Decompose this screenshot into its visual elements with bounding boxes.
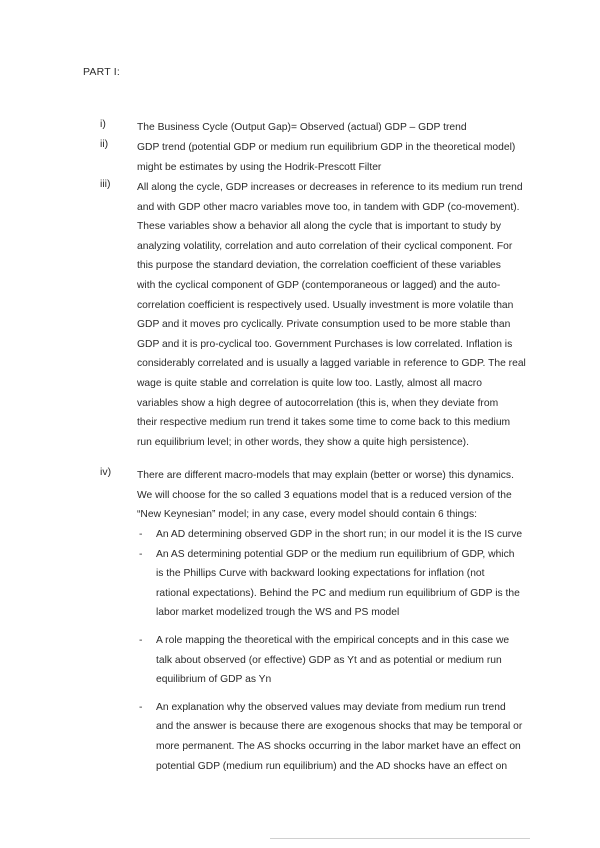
text-line: and the answer is because there are exogenous shocks that may be temporal or [156, 721, 523, 733]
text-line: We will choose for the so called 3 equations model that is a reduced version of the [137, 489, 512, 501]
text-line: more permanent. The AS shocks occurring in the labor market have an effect on [156, 740, 521, 752]
item-number: iii) [100, 178, 111, 190]
text-line: GDP and it is pro-cyclical too. Government Purchases is low correlated. Inflation is [137, 338, 513, 350]
text-line: These variables show a behavior all along the cycle that is important to study by [137, 221, 502, 233]
text-line: and with GDP other macro variables move too, in tandem with GDP (co-movement). [137, 201, 520, 213]
bullet-item [139, 525, 523, 545]
item-text [137, 178, 526, 452]
bullet-item [139, 545, 519, 623]
text-line: equilibrium of GDP as Yn [156, 674, 272, 686]
text-line: wage is quite stable and correlation is quite low too. Lastly, almost all macro [137, 377, 482, 389]
text-line: considerably correlated and is usually a lagged variable in reference to GDP. The real [137, 358, 526, 370]
text-line: An AD determining observed GDP in the short run; in our model it is the IS curve [156, 529, 523, 540]
text-line: An explanation why the observed values may deviate from medium run trend [156, 701, 506, 713]
text-line: “New Keynesian” model; in any case, every model should contain 6 things: [137, 509, 477, 521]
text-line: run equilibrium level; in other words, they show a quite high persistence). [137, 436, 469, 448]
text-line: rational expectations). Behind the PC and medium run equilibrium of GDP is the [156, 587, 520, 599]
text-line: An AS determining potential GDP or the medium run equilibrium of GDP, which [156, 548, 515, 560]
text-line: is the Phillips Curve with backward looking expectations for inflation (not [156, 568, 485, 580]
bullet-dash: - [139, 701, 143, 713]
bullet-dash: - [139, 548, 143, 560]
text-line: The Business Cycle (Output Gap)= Observed (actual) GDP – GDP trend [137, 122, 467, 133]
item-text [137, 118, 517, 138]
bullet-item [139, 698, 523, 776]
item-text [137, 466, 517, 525]
bullet-dash: - [139, 634, 143, 646]
bullet-list [139, 525, 523, 776]
divider [270, 838, 530, 839]
text-line: variables show a high degree of autocorrelation (this is, when they deviate from [137, 397, 499, 409]
text-line: might be estimates by using the Hodrik-Prescott Filter [137, 161, 382, 173]
text-line: GDP and it moves pro cyclically. Private consumption used to be more stable than [137, 319, 511, 331]
bullet-dash: - [139, 529, 143, 540]
text-line: talk about observed (or effective) GDP as Yt and as potential or medium run [156, 654, 502, 666]
text-line: GDP trend (potential GDP or medium run equilibrium GDP in the theoretical model) [137, 142, 516, 153]
text-line: with the cyclical component of GDP (contemporaneous or lagged) and the auto- [137, 279, 501, 291]
bullet-item [139, 631, 519, 690]
text-line: their respective medium run trend it takes some time to come back to this medium [137, 417, 511, 429]
item-number: i) [100, 118, 106, 130]
text-line: labor market modelized trough the WS and PS model [156, 607, 400, 619]
text-line: correlation coefficient is respectively used. Usually investment is more volatile than [137, 299, 514, 311]
item-number: iv) [100, 466, 112, 478]
text-line: All along the cycle, GDP increases or decreases in reference to its medium run trend [137, 182, 523, 193]
item-number: ii) [100, 138, 109, 150]
text-line: There are different macro-models that may explain (better or worse) this dynamics. [137, 470, 514, 481]
part-heading: PART I: [83, 66, 120, 78]
item-text [137, 138, 517, 177]
text-line: potential GDP (medium run equilibrium) and the AD shocks have an effect on [156, 760, 508, 772]
text-line: analyzing volatility, correlation and auto correlation of their cyclical component. For [137, 240, 513, 252]
text-line: A role mapping the theoretical with the empirical concepts and in this case we [156, 634, 510, 646]
text-line: this purpose the standard deviation, the correlation coefficient of these variables [137, 260, 501, 272]
